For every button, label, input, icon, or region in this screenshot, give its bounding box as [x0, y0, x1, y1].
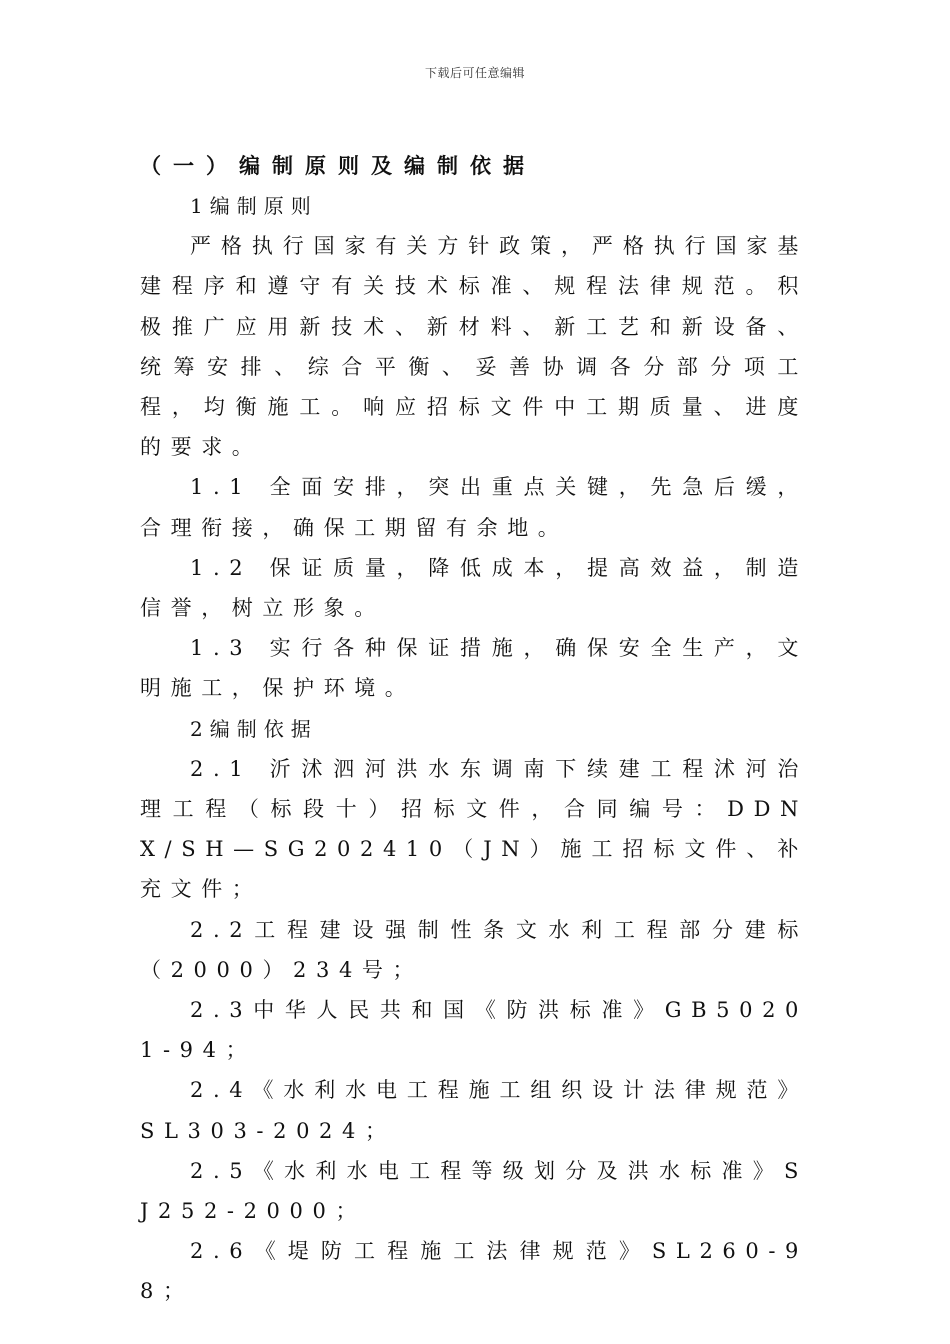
item-2-6: 2.6《堤防工程施工法律规范》SL260-98；	[140, 1239, 808, 1304]
item-2-4: 2.4《水利水电工程施工组织设计法律规范》SL303-2024；	[140, 1078, 808, 1143]
section-heading: （一）编制原则及编制依据	[140, 153, 536, 178]
document-body	[140, 146, 808, 1312]
item-2-1: 2.1 沂沭泗河洪水东调南下续建工程沭河治理工程（标段十）招标文件，合同编号：DDNX/SH—SG202410（JN）施工招标文件、补充文件；	[140, 756, 808, 902]
item-2-3: 2.3中华人民共和国《防洪标准》GB50201-94；	[140, 998, 808, 1063]
item-1-1: 1.1 全面安排，突出重点关键，先急后缓，合理衔接，确保工期留有余地。	[140, 475, 808, 540]
item-2-2: 2.2工程建设强制性条文水利工程部分建标（2000）234号；	[140, 917, 808, 982]
section-1-title: 1编制原则	[190, 194, 318, 218]
page-header-note: 下载后可任意编辑	[424, 66, 525, 80]
item-1-2: 1.2 保证质量，降低成本，提高效益，制造信誉，树立形象。	[140, 555, 808, 621]
item-1-3: 1.3 实行各种保证措施，确保安全生产，文明施工，保护环境。	[140, 636, 808, 701]
section-1-body: 严格执行国家有关方针政策，严格执行国家基建程序和遵守有关技术标准、规程法律规范。积极推广应用新技术、新材料、新工艺和新设备、统筹安排、综合平衡、妥善协调各分部分项工程，均衡施工。响应招标文件中工期质量、进度的要求。	[140, 234, 808, 460]
item-2-5: 2.5《水利水电工程等级划分及洪水标准》SJ252-2000；	[140, 1158, 808, 1224]
section-2-title: 2编制依据	[190, 716, 318, 741]
